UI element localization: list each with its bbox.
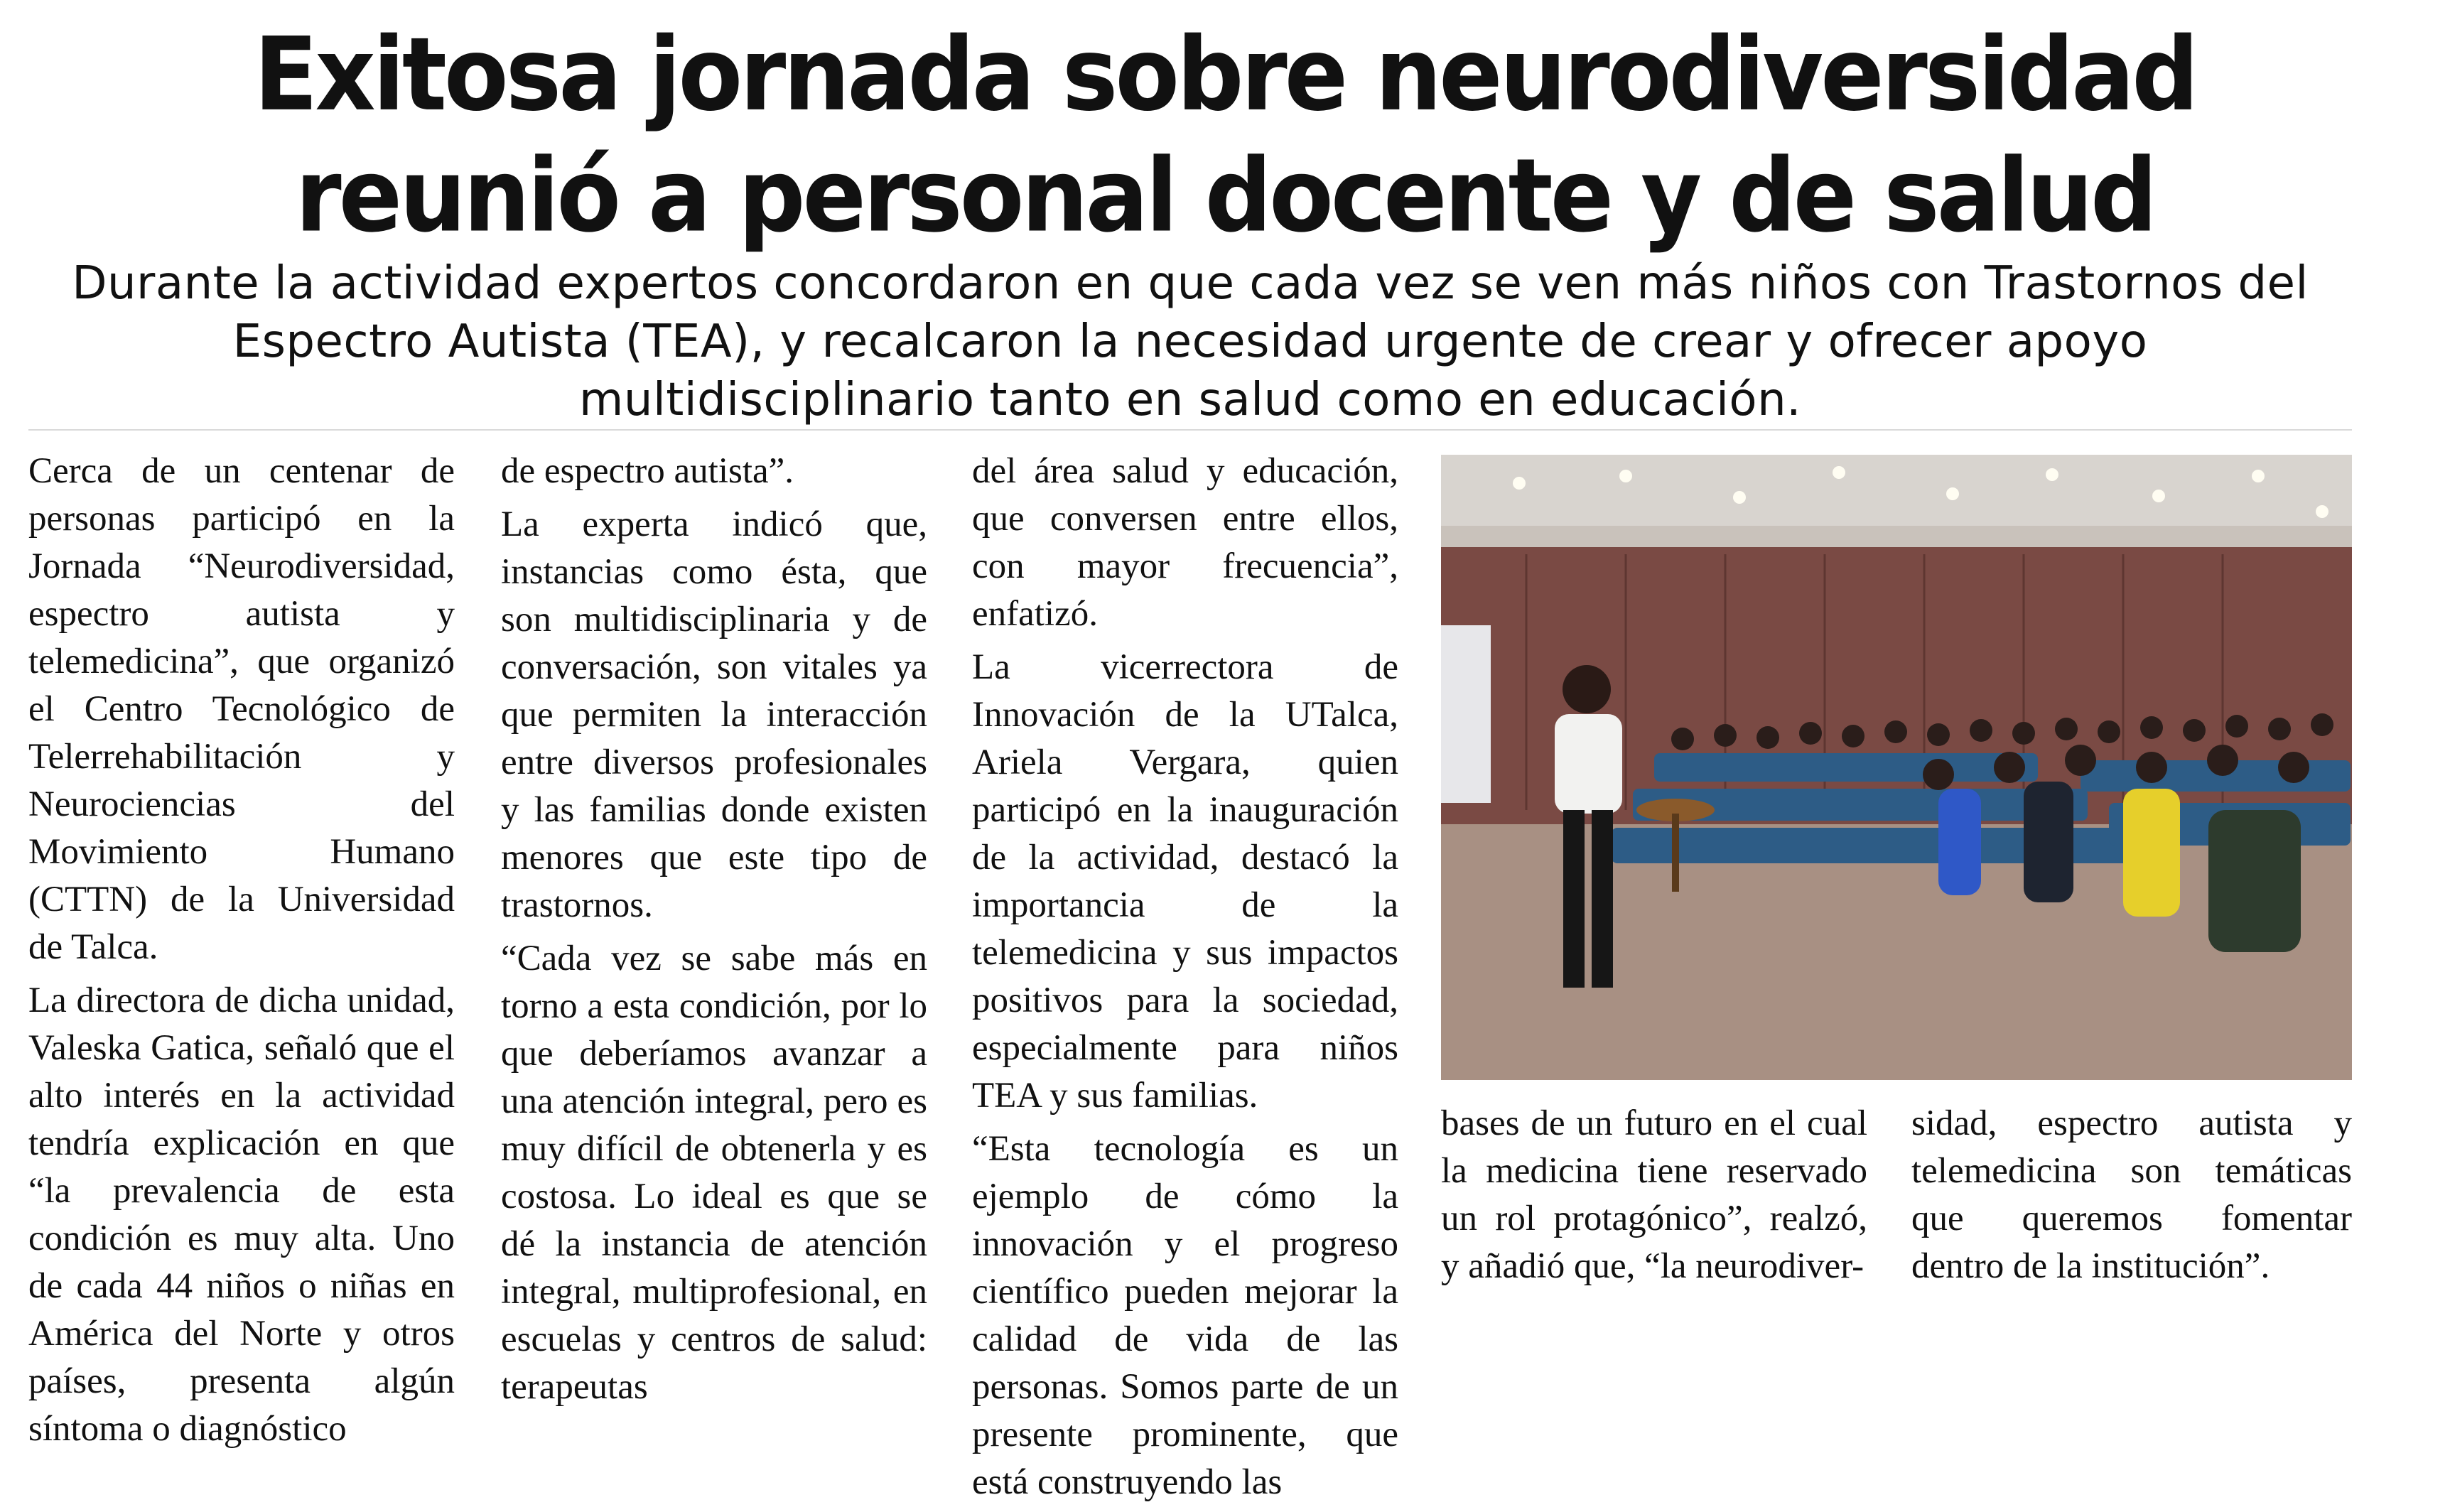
paragraph: La vicerrectora de Innovación de la UTalca, Ariela Vergara, quien participó en la inauguración de la actividad, destacó la importancia de la telemedicina y sus impactos positivos para la sociedad, especialmente para niños TEA y sus familias. (972, 647, 1398, 1116)
banner (1441, 625, 1491, 803)
paragraph: “Cada vez se sabe más en torno a esta condición, por lo que deberíamos avanzar a una atención integral, pero es muy difícil de obtenerla y es costosa. Lo ideal es que se dé la instancia de atención integral, multiprofesional, en escuelas y centros de salud: terapeutas (501, 939, 927, 1407)
article-column-4 (1441, 1100, 1867, 1296)
headline (0, 14, 2450, 256)
paragraph: bases de un futuro en el cual la medicina tiene reservado un rol protagónico”, realzó, y añadió que, “la neurodiver- (1441, 1103, 1867, 1286)
headline-line-2: reunió a personal docente y de salud (295, 136, 2155, 256)
paragraph: La experta indicó que, instancias como ésta, que son multidisciplinaria y de conversación, son vitales ya que permiten la interacción entre diversos profesionales y las familias donde existen menores que este tipo de trastornos. (501, 504, 927, 925)
paragraph: Cerca de un centenar de personas participó en la Jornada “Neurodiversidad, espectro autista y telemedicina”, que organizó el Centro Tecnológico de Telerrehabilitación y Neurociencias del Movimiento Humano (CTTN) de la Universidad de Talca. (28, 451, 455, 967)
paragraph: “Esta tecnología es un ejemplo de cómo la innovación y el progreso científico pueden mejorar la calidad de vida de las personas. Somos parte de un presente prominente, que está construyendo las (972, 1129, 1398, 1502)
auditorium-photo-illustration (1441, 455, 2352, 1080)
paragraph: sidad, espectro autista y telemedicina son temáticas que queremos fomentar dentro de la institución”. (1911, 1103, 2352, 1286)
article-column-5 (1911, 1100, 2352, 1296)
paragraph: de espectro autista”. (501, 451, 794, 491)
headline-line-1: Exitosa jornada sobre neurodiversidad (254, 16, 2196, 134)
paragraph: del área salud y educación, que conversen entre ellos, con mayor frecuencia”, enfatizó. (972, 451, 1398, 634)
subheadline: Durante la actividad expertos concordaron en que cada vez se ven más niños con Trastornos del Espectro Autista (TEA), y recalcaron la necesidad urgente de crear y ofrecer apoyo multidisciplinario tanto en salud como en educación. (72, 257, 2309, 426)
article-column-2 (501, 448, 927, 1417)
event-photo (1441, 455, 2352, 1080)
article-column-1 (28, 448, 455, 1459)
divider-rule (28, 429, 2352, 431)
article-column-3 (972, 448, 1398, 1512)
paragraph: La directora de dicha unidad, Valeska Gatica, señaló que el alto interés en la actividad tendría explicación en que “la prevalencia de esta condición es muy alta. Uno de cada 44 niños o niñas en América del Norte y otros países, presenta algún síntoma o diagnóstico (28, 981, 455, 1449)
